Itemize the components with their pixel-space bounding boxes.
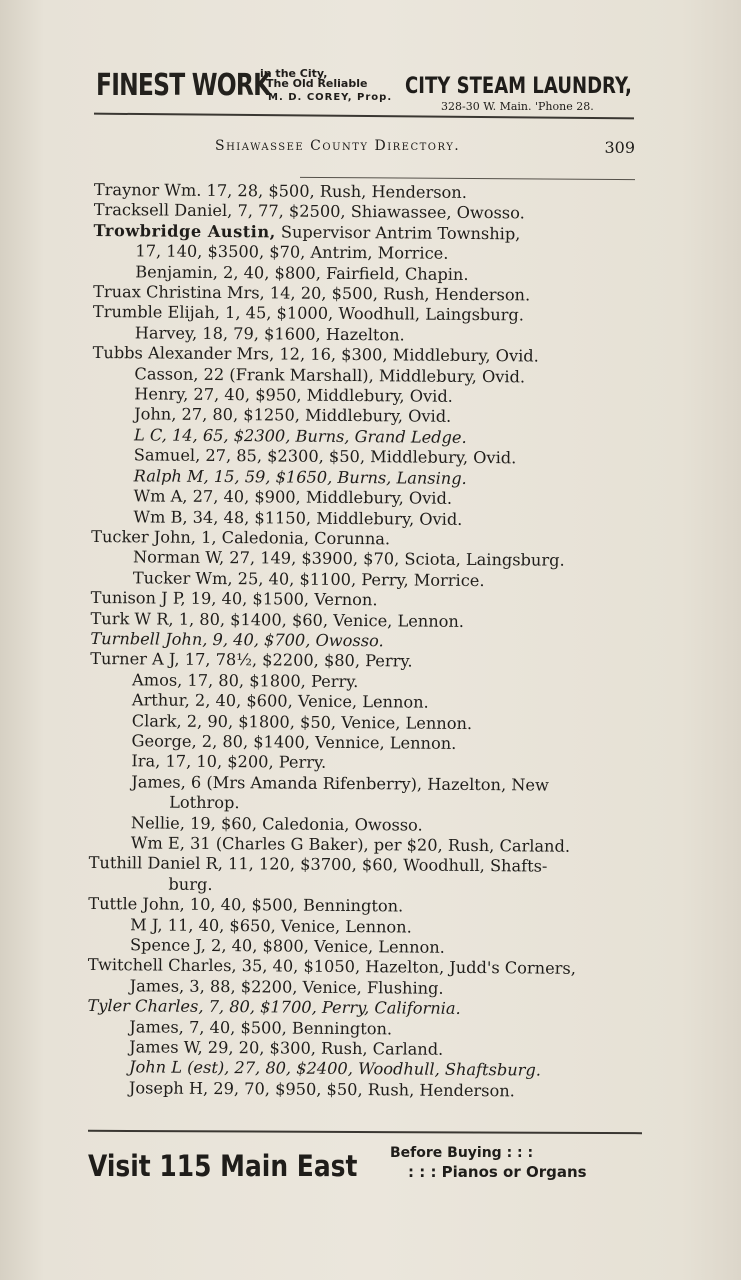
directory-entry: Nellie, 19, $60, Caledonia, Owosso. — [130, 812, 423, 835]
directory-entry: Wm B, 34, 48, $1150, Middlebury, Ovid. — [133, 506, 463, 529]
ad-business-name: CITY STEAM LAUNDRY, — [405, 74, 632, 99]
running-header — [215, 135, 635, 157]
directory-entry: James W, 29, 20, $300, Rush, Carland. — [129, 1037, 444, 1059]
header-rule — [300, 177, 635, 180]
directory-entry: 17, 140, $3500, $70, Antrim, Morrice. — [135, 241, 449, 264]
ad-old-reliable: The Old Reliable — [266, 77, 368, 90]
directory-entry: Traynor Wm. 17, 28, $500, Rush, Henderson. — [93, 180, 467, 202]
directory-entry: James, 3, 88, $2200, Venice, Flushing. — [129, 976, 444, 998]
directory-entry: Tucker John, 1, Caledonia, Corunna. — [91, 526, 391, 549]
directory-entry: Turnbell John, 9, 40, $700, Owosso. — [90, 628, 384, 651]
directory-entry: James, 6 (Mrs Amanda Rifenberry), Hazelton, New — [131, 772, 549, 795]
directory-entry: George, 2, 80, $1400, Vennice, Lennon. — [131, 731, 457, 753]
directory-entry: Tucker Wm, 25, 40, $1100, Perry, Morrice. — [132, 568, 485, 590]
bottom-ad-line2: : : : Pianos or Organs — [408, 1163, 587, 1181]
bottom-rule — [88, 1130, 642, 1134]
ad-address: 328-30 W. Main. 'Phone 28. — [441, 100, 594, 113]
directory-entry: Turk W R, 1, 80, $1400, $60, Venice, Lennon. — [90, 608, 465, 631]
directory-entry: Ralph M, 15, 59, $1650, Burns, Lansing. — [133, 466, 467, 488]
directory-entry: Truax Christina Mrs, 14, 20, $500, Rush, Henderson. — [93, 282, 531, 305]
directory-entry: James, 7, 40, $500, Bennington. — [129, 1016, 393, 1039]
bottom-ad-headline: Visit 115 Main East — [88, 1149, 358, 1183]
directory-entry: Lothrop. — [169, 792, 240, 813]
directory-entry: Tracksell Daniel, 7, 77, $2500, Shiawassee, Owosso. — [93, 200, 525, 223]
ad-proprietor: M. D. COREY, Prop. — [268, 92, 393, 103]
directory-title: Shiawassee County Directory. — [215, 138, 461, 154]
directory-entry: Wm E, 31 (Charles G Baker), per $20, Rush, Carland. — [130, 833, 571, 856]
directory-entry: L C, 14, 65, $2300, Burns, Grand Ledge. — [133, 425, 467, 447]
directory-entry: Wm A, 27, 40, $900, Middlebury, Ovid. — [133, 486, 453, 508]
directory-entry: Arthur, 2, 40, $600, Venice, Lennon. — [131, 690, 429, 712]
directory-entry: Tubbs Alexander Mrs, 12, 16, $300, Middlebury, Ovid. — [92, 343, 539, 366]
directory-entry: Benjamin, 2, 40, $800, Fairfield, Chapin. — [135, 261, 469, 284]
directory-entries — [87, 180, 654, 1103]
directory-entry: Samuel, 27, 85, $2300, $50, Middlebury, Ovid. — [133, 445, 517, 468]
directory-entry: Joseph H, 29, 70, $950, $50, Rush, Henderson. — [128, 1078, 515, 1101]
directory-entry: Henry, 27, 40, $950, Middlebury, Ovid. — [134, 384, 453, 406]
ad-headline: FINEST WORK — [96, 68, 271, 103]
directory-entry: Amos, 17, 80, $1800, Perry. — [132, 670, 359, 691]
directory-entry: Tuthill Daniel R, 11, 120, $3700, $60, Woodhull, Shafts- — [88, 853, 548, 876]
directory-entry: Harvey, 18, 79, $1600, Hazelton. — [134, 323, 405, 345]
bottom-advertisement — [88, 1143, 648, 1193]
directory-entry: M J, 11, 40, $650, Venice, Lennon. — [130, 914, 412, 937]
ad-in-city: in the City, — [260, 67, 328, 80]
page-number: 309 — [604, 138, 635, 157]
directory-entry: Turner A J, 17, 78½, $2200, $80, Perry. — [90, 649, 413, 671]
directory-entry: Twitchell Charles, 35, 40, $1050, Hazelton, Judd's Corners, — [87, 955, 576, 979]
directory-entry: Trumble Elijah, 1, 45, $1000, Woodhull, Laingsburg. — [92, 302, 525, 325]
directory-entry: burg. — [168, 874, 213, 894]
directory-entry: John, 27, 80, $1250, Middlebury, Ovid. — [134, 404, 452, 427]
entry-text: Supervisor Antrim Township, — [275, 222, 521, 244]
directory-entry: John L (est), 27, 80, $2400, Woodhull, Shaftsburg. — [128, 1057, 542, 1081]
directory-entry: Spence J, 2, 40, $800, Venice, Lennon. — [129, 935, 445, 957]
entry-bold-name: Trowbridge Austin, — [93, 220, 276, 242]
directory-entry: Tuttle John, 10, 40, $500, Bennington. — [88, 894, 404, 916]
directory-entry: Norman W, 27, 149, $3900, $70, Sciota, Laingsburg. — [132, 547, 565, 571]
directory-entry: Ira, 17, 10, $200, Perry. — [131, 751, 327, 773]
directory-entry: Clark, 2, 90, $1800, $50, Venice, Lennon. — [131, 710, 473, 733]
directory-entry: Casson, 22 (Frank Marshall), Middlebury, Ovid. — [134, 363, 526, 387]
directory-entry: Tyler Charles, 7, 80, $1700, Perry, California. — [87, 996, 461, 1019]
bottom-ad-line1: Before Buying : : : — [390, 1145, 534, 1161]
directory-entry: Tunison J P, 19, 40, $1500, Vernon. — [90, 588, 378, 610]
